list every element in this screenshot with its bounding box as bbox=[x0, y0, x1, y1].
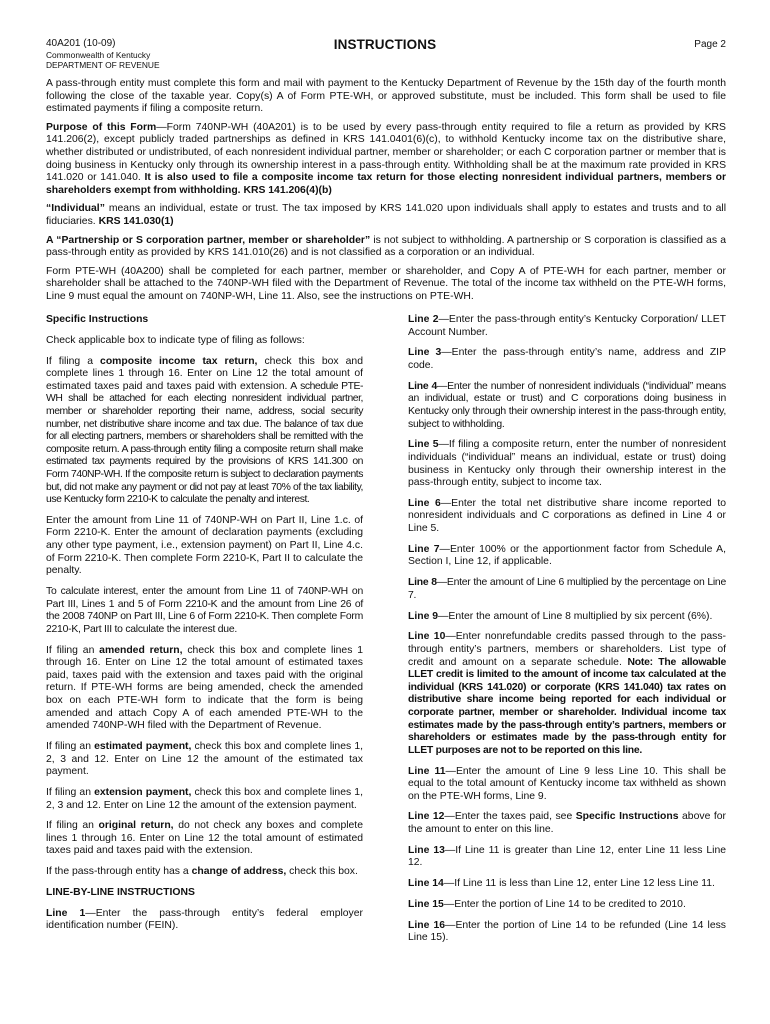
line-10-instruction bbox=[408, 631, 726, 757]
line-10-text: —Enter nonrefundable credits passed through to the pass-through entity’s partners, members or shareholders. List type of credit and amount on a separate schedule. bbox=[408, 631, 726, 668]
composite-paragraph bbox=[46, 356, 363, 507]
address-text: check this box. bbox=[286, 866, 358, 878]
left-column bbox=[46, 314, 363, 941]
line-9-text: —Enter the amount of Line 8 multiplied by six percent (6%). bbox=[438, 610, 713, 622]
partnership-paragraph bbox=[46, 235, 726, 260]
line-2-instruction bbox=[408, 314, 726, 339]
partnership-text: is not subject to withholding. A partnership or S corporation is classified as a pass-through entity as provided by KRS 141.010(26) and is not classified as a corporation or an individual. bbox=[46, 234, 726, 259]
line-6-label: Line 6 bbox=[408, 497, 441, 509]
line-7-instruction bbox=[408, 544, 726, 569]
line-3-text: —Enter the pass-through entity’s name, address and ZIP code. bbox=[408, 347, 727, 371]
line-5-label: Line 5 bbox=[408, 439, 439, 451]
line-15-text: —Enter the portion of Line 14 to be credited to 2010. bbox=[443, 899, 686, 910]
line-4-text: —Enter the number of nonresident individuals (“individual” means an individual, estate or trust) and C corporations doing business in Kentucky only through their ownership interest in the pass-through entity, subject to withholding. bbox=[408, 380, 726, 430]
estimated-pre: If filing an bbox=[46, 740, 95, 752]
line-16-instruction bbox=[408, 920, 726, 945]
extension-pre: If filing an bbox=[46, 786, 95, 798]
estimated-bold: estimated payment, bbox=[94, 740, 192, 752]
line-8-label: Line 8 bbox=[408, 577, 437, 589]
address-bold: change of address, bbox=[191, 866, 287, 878]
address-paragraph bbox=[46, 866, 363, 879]
purpose-bold-text: It is also used to file a composite income tax return for those electing nonresident individual partners, members or shareholders exempt from withholding. KRS 141.206(4)(b) bbox=[46, 172, 726, 196]
line-13-text: —If Line 11 is greater than Line 12, enter Line 11 less Line 12. bbox=[408, 844, 726, 869]
specific-instructions-heading: Specific Instructions bbox=[46, 314, 149, 325]
extension-text: check this box and complete lines 1, 2, 3 and 12. Enter on Line 12 the amount of the extension payment. bbox=[46, 786, 363, 811]
line-13-instruction bbox=[408, 845, 726, 870]
amended-bold: amended return, bbox=[99, 644, 183, 656]
individual-ref: KRS 141.030(1) bbox=[98, 215, 174, 227]
line-12-text: —Enter the taxes paid, see bbox=[444, 811, 576, 823]
original-pre: If filing an bbox=[46, 820, 99, 832]
line-12-bold: Specific Instructions bbox=[575, 811, 679, 823]
interest-paragraph: To calculate interest, enter the amount from Line 11 of 740NP-WH on Part III, Lines 1 and 5 of Form 2210-K and the amount from Line 26 of the 2008 740NP on Part III, Line 6 of Form 2210-K. Then complete Form 2210-K, Part III to calculate the interest due. bbox=[46, 586, 363, 635]
purpose-text: —Form 740NP-WH (40A201) is to be used by every pass-through entity required to file a return as provided by KRS 141.206(2), except publicly traded partnerships as defined in KRS 141.0401(6)(c), to withhold Kentucky income tax on the distributive share, whether distributed or undistributed, of each nonresident individual partner, member or shareholder; or each C corporation partner or member that is doing business in Kentucky only through its ownership interest in a pass-through entity. Withholding shall be at the maximum rate provided in KRS 141.020 or 141.040. bbox=[46, 121, 726, 184]
original-paragraph bbox=[46, 820, 363, 858]
line-15-label: Line 15 bbox=[408, 899, 444, 910]
line-5-instruction bbox=[408, 439, 726, 489]
purpose-paragraph bbox=[46, 122, 726, 198]
extension-bold: extension payment, bbox=[94, 786, 192, 798]
line-2-text: —Enter the pass-through entity’s Kentucky Corporation/ LLET Account Number. bbox=[408, 314, 726, 338]
composite-pre: If filing a bbox=[46, 355, 101, 367]
line-14-label: Line 14 bbox=[408, 878, 444, 890]
line-12-text-post: above for the amount to enter on this line. bbox=[408, 811, 726, 836]
page-title: INSTRUCTIONS bbox=[333, 37, 437, 52]
amended-pre: If filing an bbox=[46, 644, 100, 656]
agency-name: Commonwealth of Kentucky bbox=[46, 50, 151, 60]
line-9-label: Line 9 bbox=[408, 610, 439, 622]
form-code: 40A201 (10-09) bbox=[46, 38, 116, 49]
line-10-note: Note: The allowable LLET credit is limited to the amount of income tax calculated at the individual (KRS 141.020) or corporate (KRS 141.040) tax rates on distributive share income being reported for each individual or corporate partner, member or shareholder. Individual income tax estimates made by the pass-through entity’s partners, members or shareholders or estimates made by the pass-through entity for LLET purposes are not to be reported on this line. bbox=[408, 656, 726, 756]
line-4-label: Line 4 bbox=[408, 380, 438, 392]
enter-amount-paragraph: Enter the amount from Line 11 of 740NP-WH on Part II, Line 1.c. of Form 2210-K. Enter the amount of declaration payments (excluding any other type payment, i.e., extension payment) on Part II, Line 4.c. of Form 2210-K. Then complete Form 2210-K, Part II to calculate the penalty. bbox=[46, 514, 363, 577]
line-15-instruction bbox=[408, 899, 726, 912]
line-1-instruction bbox=[46, 908, 363, 933]
line-3-label: Line 3 bbox=[408, 347, 442, 359]
line-8-text: —Enter the amount of Line 6 multiplied by the percentage on Line 7. bbox=[408, 577, 726, 601]
line-11-label: Line 11 bbox=[408, 765, 446, 777]
page-number: Page 2 bbox=[694, 39, 726, 50]
partnership-label: A “Partnership or S corporation partner, member or shareholder” bbox=[46, 234, 371, 246]
composite-bold: composite income tax return, bbox=[100, 355, 258, 367]
line-9-instruction bbox=[408, 611, 726, 624]
original-bold: original return, bbox=[98, 820, 174, 832]
line-6-instruction bbox=[408, 498, 726, 536]
line-13-label: Line 13 bbox=[408, 844, 445, 856]
right-column bbox=[408, 314, 726, 953]
individual-text: means an individual, estate or trust. The tax imposed by KRS 141.020 upon individuals shall apply to estates and trusts and to all fiduciaries. bbox=[46, 203, 726, 227]
line-by-line-heading: LINE-BY-LINE INSTRUCTIONS bbox=[46, 887, 195, 899]
individual-label: “Individual” bbox=[46, 203, 105, 215]
line-12-instruction bbox=[408, 811, 726, 836]
line-14-instruction bbox=[408, 878, 726, 891]
line-1-label: Line 1 bbox=[46, 907, 86, 919]
estimated-paragraph bbox=[46, 741, 363, 779]
agency-department: DEPARTMENT OF REVENUE bbox=[46, 60, 160, 70]
line-4-instruction bbox=[408, 381, 726, 431]
estimated-text: check this box and complete lines 1, 2, 3 and 12. Enter on Line 12 the amount of the estimated tax payment. bbox=[46, 740, 363, 778]
amended-text: check this box and complete lines 1 through 16. Enter on Line 12 the total amount of estimated taxes paid, taxes paid with the extension and taxes paid with the original return. If PTE-WH forms are being amended, check the amended box on each PTE-WH form to indicate that the form is being amended and attach Copy A of each amended PTE-WH to the amended 740NP-WH filed with the Department of Revenue. bbox=[46, 644, 363, 732]
line-2-label: Line 2 bbox=[408, 314, 439, 325]
intro-paragraph: A pass-through entity must complete this form and mail with payment to the Kentucky Department of Revenue by the 15th day of the fourth month following the close of the taxable year. Copy(s) A of Form PTE-WH, or approved substitute, must be included. This form shall be used to file estimated payments if filing a composite return. bbox=[46, 78, 726, 115]
line-8-instruction bbox=[408, 577, 726, 602]
line-10-label: Line 10 bbox=[408, 631, 446, 643]
amended-paragraph bbox=[46, 645, 363, 733]
address-pre: If the pass-through entity has a bbox=[46, 866, 192, 878]
line-1-text: —Enter the pass-through entity’s federal employer identification number (FEIN). bbox=[46, 907, 363, 932]
line-5-text: —If filing a composite return, enter the number of nonresident individuals (“individual” means an individual, estate or trust) doing business in Kentucky only through their ownership interest in the pass-through entity, subject to income tax. bbox=[408, 439, 726, 489]
line-16-text: —Enter the portion of Line 14 to be refunded (Line 14 less Line 15). bbox=[408, 919, 727, 944]
line-7-text: —Enter 100% or the apportionment factor from Schedule A, Section I, Line 12, if applicable. bbox=[408, 543, 726, 568]
intro-section bbox=[46, 78, 726, 310]
purpose-label: Purpose of this Form bbox=[46, 121, 157, 133]
composite-text: check this box and complete lines 1 through 16. Enter on Line 12 the total amount of estimated taxes paid and taxes paid with extension. A bbox=[46, 355, 363, 392]
line-11-text: —Enter the amount of Line 9 less Line 10. This shall be equal to the total amount of Kentucky income tax withheld as shown on the PTE-WH forms, Line 9. bbox=[408, 765, 727, 802]
line-16-label: Line 16 bbox=[408, 919, 446, 931]
line-11-instruction bbox=[408, 766, 726, 804]
individual-paragraph bbox=[46, 203, 726, 228]
pte-wh-paragraph: Form PTE-WH (40A200) shall be completed for each partner, member or shareholder, and Copy A of PTE-WH for each partner, member or shareholder shall be attached to the 740NP-WH filed with the Department of Revenue. The total of the income tax withheld on the PTE-WH forms, Line 9 must equal the amount on 740NP-WH, Line 11. Also, see the instructions on PTE-WH. bbox=[46, 265, 726, 302]
line-7-label: Line 7 bbox=[408, 543, 440, 555]
original-text: do not check any boxes and complete lines 1 through 16. Enter on Line 12 the total amount of estimated taxes paid and taxes paid with the extension. bbox=[46, 820, 363, 857]
line-12-label: Line 12 bbox=[408, 811, 445, 823]
extension-paragraph bbox=[46, 787, 363, 812]
check-box-text: Check applicable box to indicate type of filing as follows: bbox=[46, 334, 305, 346]
composite-text-cont: schedule PTE-WH shall be attached for each electing nonresident individual partner, member or shareholder reporting their name, address, social security number, net distributive share income and tax due. The balance of tax due for all electing partners, members or shareholders shall be remitted with the composite return. A pass-through entity filing a composite return shall make estimated tax payments required by the provisions of KRS 141.300 on Form 740NP-WH. If the composite return is subject to declaration payments but, did not make any payment or did not pay at least 70% of the tax liability, use Kentucky form 2210-K to calculate the penalty and interest. bbox=[46, 380, 363, 506]
line-3-instruction bbox=[408, 347, 726, 372]
line-6-text: —Enter the total net distributive share income reported to nonresident individuals and C corporations as defined in Line 4 or Line 5. bbox=[408, 497, 726, 535]
line-14-text: —If Line 11 is less than Line 12, enter Line 12 less Line 11. bbox=[443, 878, 715, 890]
